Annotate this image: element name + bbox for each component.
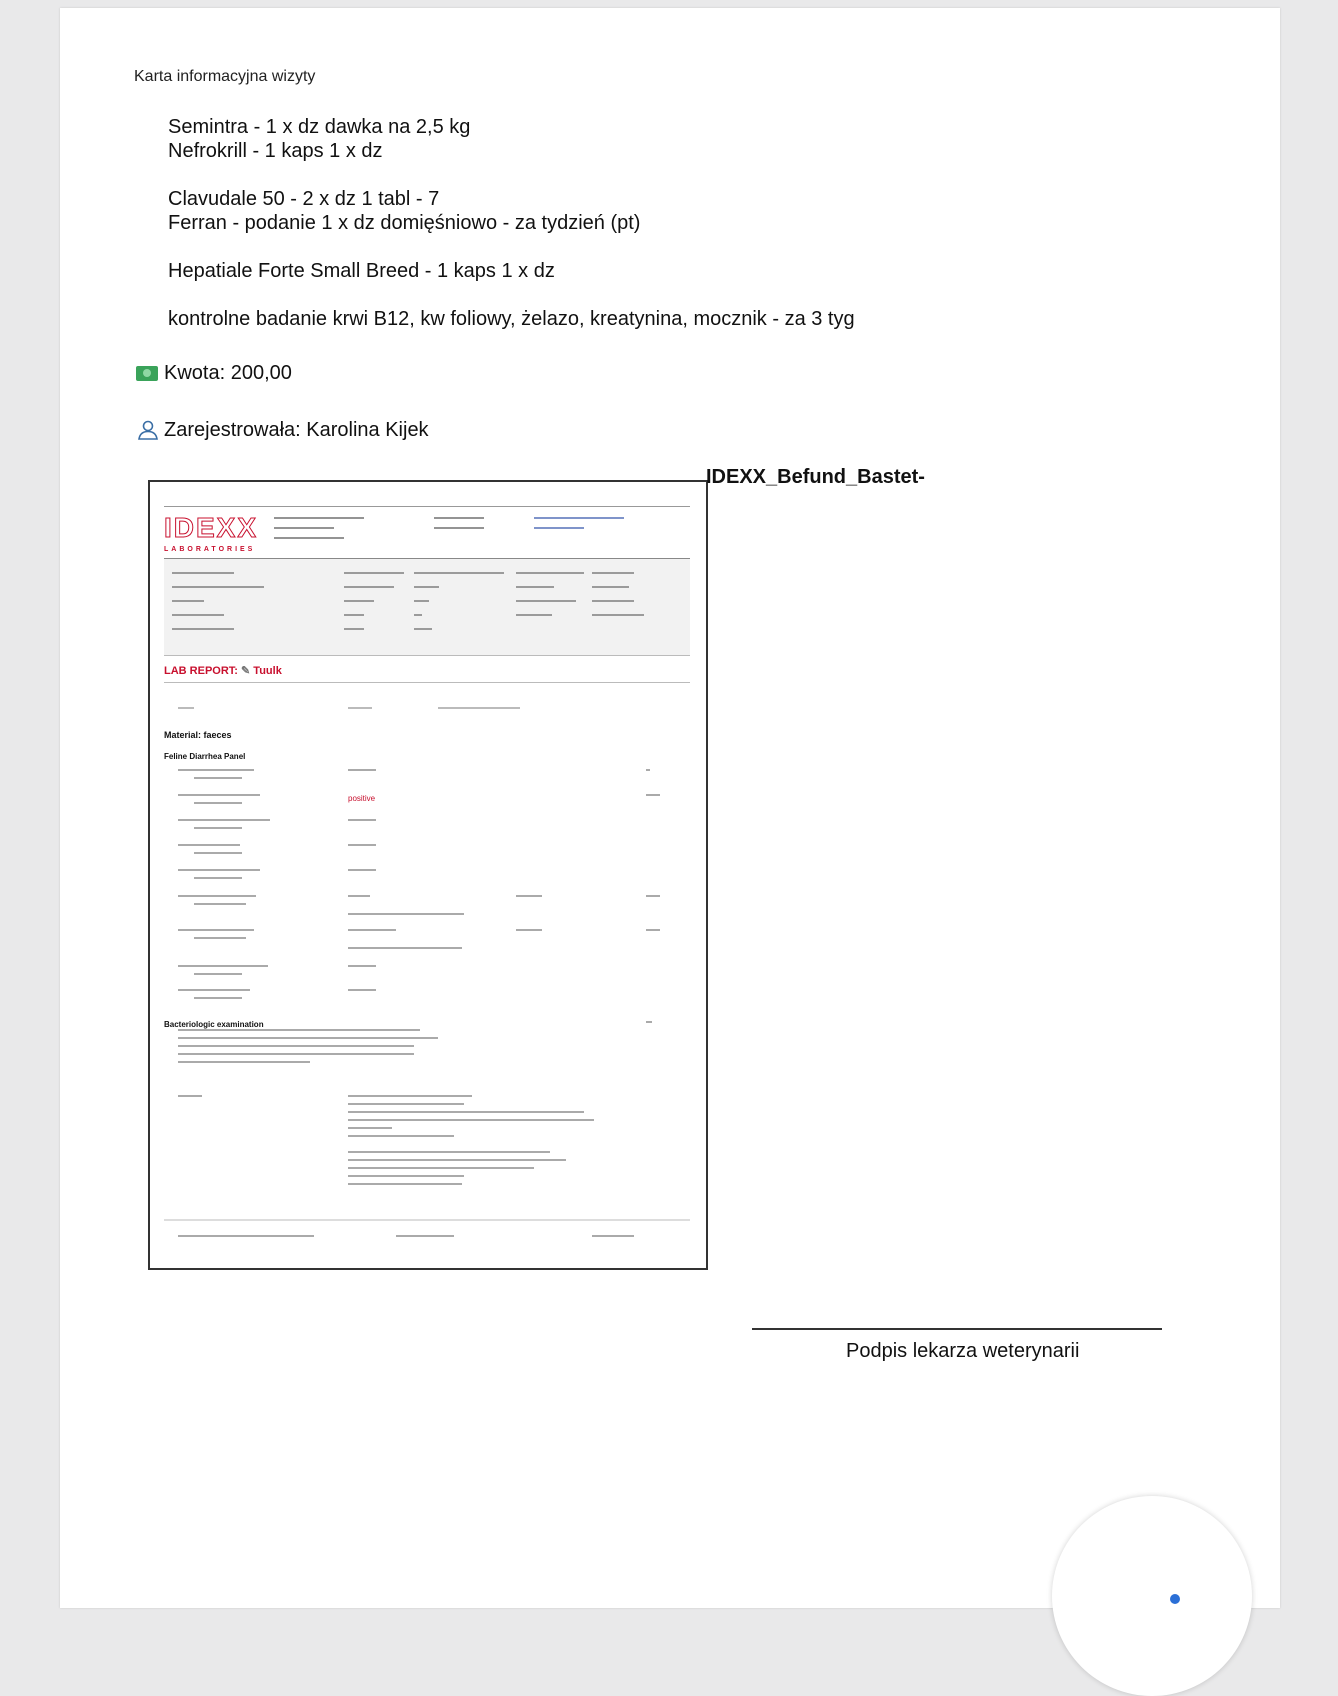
floating-action-button[interactable] <box>1052 1496 1252 1696</box>
document-page <box>60 8 1280 1608</box>
signature-line <box>752 1328 1162 1330</box>
material-label: Material: faeces <box>164 730 232 740</box>
prescription-line: Ferran - podanie 1 x dz domięśniowo - za tydzień (pt) <box>168 212 641 234</box>
prescription-line: Semintra - 1 x dz dawka na 2,5 kg <box>168 116 471 138</box>
amount-text: Kwota: 200,00 <box>164 362 292 384</box>
prescription-line: kontrolne badanie krwi B12, kw foliowy, żelazo, kreatynina, mocznik - za 3 tyg <box>168 308 855 330</box>
registered-by-row <box>136 418 429 442</box>
bacteriologic-label: Bacteriologic examination <box>164 1020 264 1029</box>
prescription-line: Hepatiale Forte Small Breed - 1 kaps 1 x dz <box>168 260 555 282</box>
signature-label: Podpis lekarza weterynarii <box>846 1340 1080 1362</box>
amount-row <box>136 362 292 385</box>
document-title: Karta informacyjna wizyty <box>134 68 316 85</box>
dot-icon <box>1170 1594 1180 1604</box>
panel-label: Feline Diarrhea Panel <box>164 752 246 761</box>
prescription-line: Nefrokrill - 1 kaps 1 x dz <box>168 140 383 162</box>
attachment-file-name[interactable]: IDEXX_Befund_Bastet- <box>706 466 925 488</box>
prescription-line: Clavudale 50 - 2 x dz 1 tabl - 7 <box>168 188 440 210</box>
positive-result: positive <box>348 794 376 803</box>
registered-by-text: Zarejestrowała: Karolina Kijek <box>164 418 429 441</box>
lab-report-heading: LAB REPORT: ✎ Tuulk <box>164 665 282 677</box>
report-results-lines <box>164 696 690 1256</box>
report-header-text-lines <box>274 514 684 550</box>
idexx-logo-sub: LABORATORIES <box>164 546 256 553</box>
attachment-thumbnail[interactable] <box>148 480 708 1270</box>
money-icon <box>136 366 158 381</box>
report-patient-box <box>164 558 690 656</box>
idexx-logo: IDEXX <box>164 512 259 543</box>
user-icon <box>136 418 160 442</box>
